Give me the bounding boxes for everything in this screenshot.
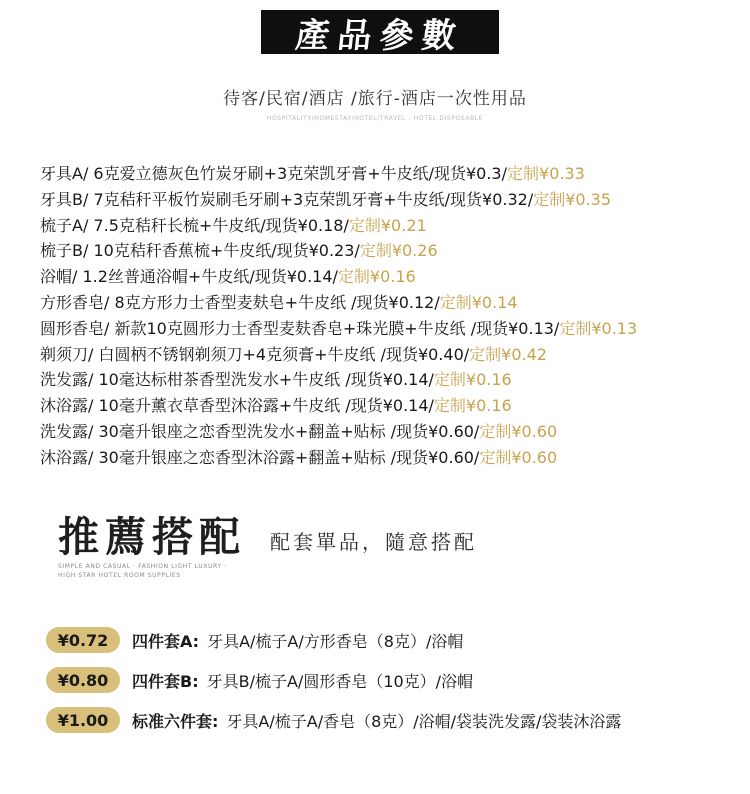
recommend-subtitle: 配套單品，隨意搭配 [270, 530, 477, 554]
recommend-en-line1: SIMPLE AND CASUAL · FASHION LIGHT LUXURY · [58, 563, 227, 570]
spec-text: 沐浴露/ 30毫升银座之恋香型沐浴露+翻盖+贴标 /现货¥0.60/ [40, 447, 480, 467]
price-badge: ¥1.00 [46, 707, 120, 733]
price-badge: ¥0.80 [46, 667, 120, 693]
spec-custom-price: 定制¥0.16 [337, 267, 416, 287]
spec-text: 梳子A/ 7.5克秸秆长梳+牛皮纸/现货¥0.18/ [40, 215, 349, 235]
spec-row [40, 445, 745, 471]
spec-custom-price: 定制¥0.16 [433, 396, 512, 416]
package-name: 四件套B: [132, 671, 199, 691]
package-row [46, 620, 746, 660]
spec-custom-price: 定制¥0.60 [479, 447, 558, 467]
spec-text: 剃须刀/ 白圆柄不锈钢剃须刀+4克须膏+牛皮纸 /现货¥0.40/ [40, 344, 470, 364]
package-items: 牙具A/梳子A/香皂（8克）/浴帽/袋装洗发露/袋装沐浴露 [226, 711, 622, 731]
package-row [46, 660, 746, 700]
package-items: 牙具A/梳子A/方形香皂（8克）/浴帽 [207, 631, 464, 651]
spec-row [40, 290, 745, 316]
spec-custom-price: 定制¥0.33 [507, 164, 585, 183]
spec-row [40, 316, 745, 342]
package-row [46, 700, 746, 740]
page-title: 產品參數 [293, 15, 466, 56]
recommend-title: 推薦搭配 [58, 513, 246, 561]
spec-row [40, 264, 745, 290]
page-subtitle-en: HOSPITALITY/HOMESTAY/HOTEL/TRAVEL - HOTEL DISPOSABLE [266, 115, 484, 122]
spec-text: 圆形香皂/ 新款10克圆形力士香型麦麸香皂+珠光膜+牛皮纸 /现货¥0.13/ [40, 318, 560, 338]
spec-row [40, 238, 745, 264]
spec-row [40, 393, 745, 419]
spec-custom-price: 定制¥0.60 [479, 421, 558, 441]
price-badge: ¥0.72 [46, 627, 120, 653]
spec-text: 方形香皂/ 8克方形力士香型麦麸皂+牛皮纸 /现货¥0.12/ [40, 292, 440, 312]
spec-custom-price: 定制¥0.13 [559, 318, 638, 338]
spec-text: 牙具B/ 7克秸秆平板竹炭刷毛牙刷+3克荣凯牙膏+牛皮纸/现货¥0.32/ [40, 189, 534, 209]
spec-row [40, 342, 745, 368]
page-subtitle: 待客/民宿/酒店 /旅行-酒店一次性用品 [223, 89, 527, 109]
spec-row [40, 419, 745, 445]
spec-custom-price: 定制¥0.42 [469, 344, 547, 364]
spec-row [40, 367, 745, 393]
spec-text: 沐浴露/ 10毫升薰衣草香型沐浴露+牛皮纸 /现货¥0.14/ [40, 396, 434, 416]
spec-custom-price: 定制¥0.21 [348, 215, 427, 235]
spec-text: 梳子B/ 10克秸秆香蕉梳+牛皮纸/现货¥0.23/ [40, 241, 360, 261]
package-items: 牙具B/梳子A/圆形香皂（10克）/浴帽 [206, 671, 474, 691]
spec-row [40, 187, 745, 213]
package-name: 标准六件套: [132, 711, 219, 731]
spec-custom-price: 定制¥0.35 [533, 189, 612, 209]
spec-custom-price: 定制¥0.16 [433, 370, 512, 390]
recommend-en [58, 562, 358, 580]
package-list [46, 620, 746, 740]
spec-list [40, 161, 745, 471]
package-name: 四件套A: [132, 631, 200, 651]
spec-custom-price: 定制¥0.14 [439, 292, 518, 312]
spec-row [40, 161, 745, 187]
spec-custom-price: 定制¥0.26 [359, 241, 438, 261]
title-banner [261, 10, 499, 54]
spec-row [40, 213, 745, 239]
spec-text: 洗发露/ 10毫达标柑茶香型洗发水+牛皮纸 /现货¥0.14/ [40, 370, 434, 390]
spec-text: 浴帽/ 1.2丝普通浴帽+牛皮纸/现货¥0.14/ [40, 267, 338, 287]
spec-text: 洗发露/ 30毫升银座之恋香型洗发水+翻盖+贴标 /现货¥0.60/ [40, 421, 480, 441]
spec-text: 牙具A/ 6克爱立德灰色竹炭牙刷+3克荣凯牙膏+牛皮纸/现货¥0.3/ [40, 164, 508, 183]
recommend-en-line2: HIGH STAR HOTEL ROOM SUPPLIES [58, 572, 181, 579]
